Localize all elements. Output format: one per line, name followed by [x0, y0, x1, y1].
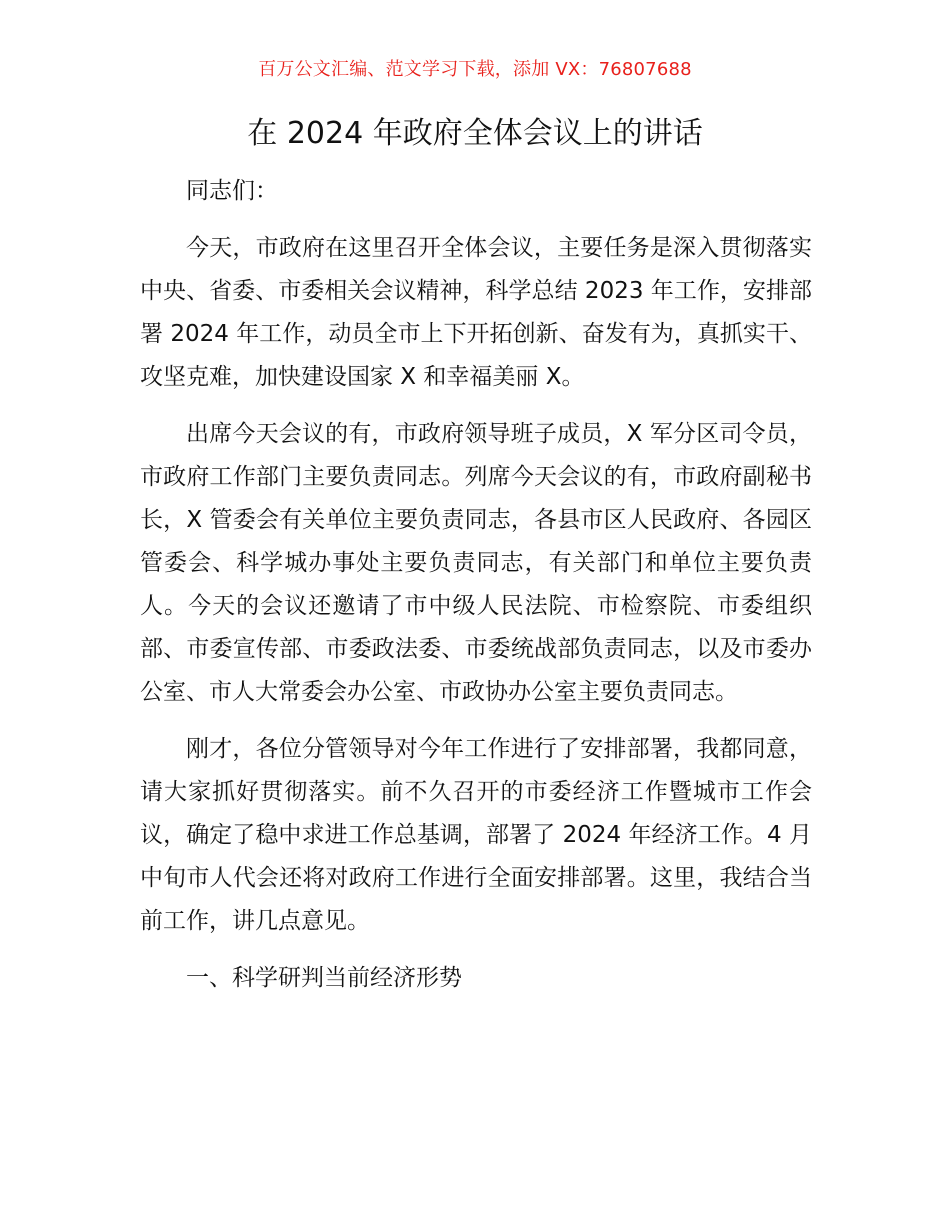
paragraph: 刚才，各位分管领导对今年工作进行了安排部署，我都同意，请大家抓好贯彻落实。前不久召开的市委经济工作暨城市工作会议，确定了稳中求进工作总基调，部署了 2024 年经济工作。4 月中旬市人代会还将对政府工作进行全面安排部署。这里，我结合当前工作，讲几点意见。 — [140, 736, 812, 934]
watermark-header: 百万公文汇编、范文学习下载，添加 VX：76807688 — [258, 59, 692, 80]
document-body — [140, 170, 812, 1000]
document-title: 在 2024 年政府全体会议上的讲话 — [247, 116, 703, 151]
section-heading: 一、科学研判当前经济形势 — [186, 965, 462, 991]
paragraph: 出席今天会议的有，市政府领导班子成员，X 军分区司令员，市政府工作部门主要负责同志。列席今天会议的有，市政府副秘书长，X 管委会有关单位主要负责同志，各县市区人民政府、各园区管委会、科学城办事处主要负责同志，有关部门和单位主要负责人。今天的会议还邀请了市中级人民法院、市检察院、市委组织部、市委宣传部、市委政法委、市委统战部负责同志，以及市委办公室、市人大常委会办公室、市政协办公室主要负责同志。 — [140, 421, 812, 705]
salutation: 同志们： — [186, 178, 278, 204]
paragraph: 今天，市政府在这里召开全体会议，主要任务是深入贯彻落实中央、省委、市委相关会议精神，科学总结 2023 年工作，安排部署 2024 年工作，动员全市上下开拓创新、奋发有为，真抓实干、攻坚克难，加快建设国家 X 和幸福美丽 X。 — [140, 235, 812, 390]
